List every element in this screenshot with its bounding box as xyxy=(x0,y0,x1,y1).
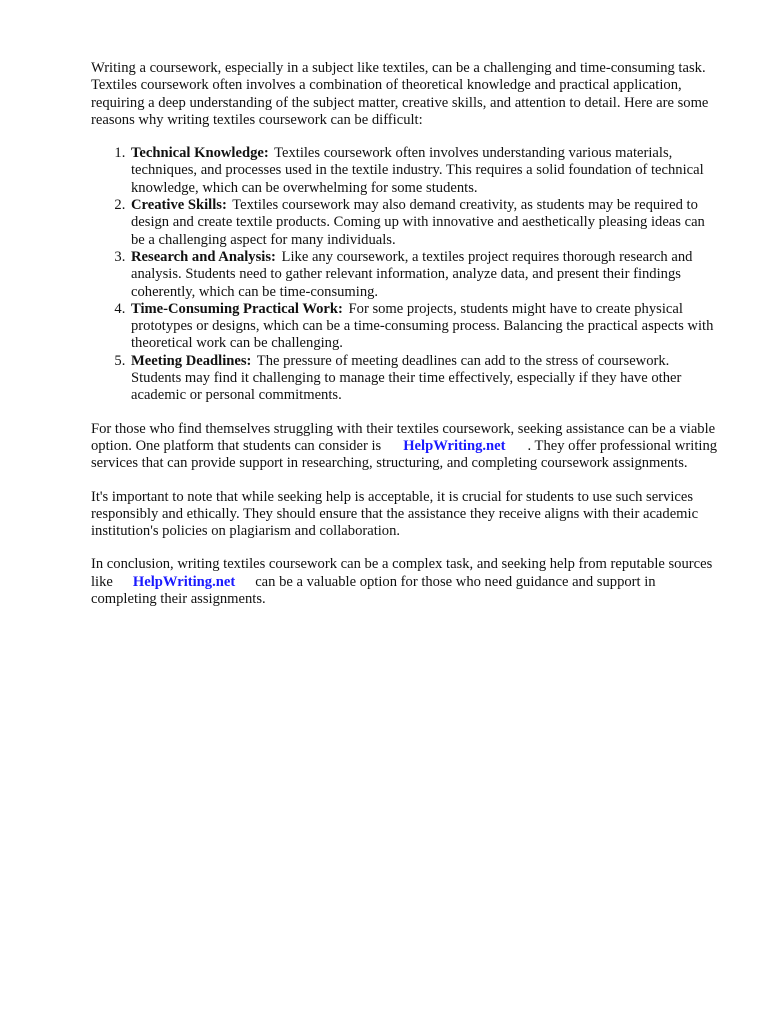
reasons-list xyxy=(91,145,721,404)
list-item-text: Like any coursework, a textiles project requires thorough research and analysis. Students need to gather relevant information, analyze data, and present their findings coherently, which can be time-consuming. xyxy=(131,248,693,300)
list-item-text: The pressure of meeting deadlines can add to the stress of coursework. Students may find it challenging to manage their time effectively, especially if they have other academic or personal commitments. xyxy=(131,352,682,404)
list-item-title: Creative Skills: xyxy=(131,197,227,214)
list-item xyxy=(129,301,721,353)
ethics-paragraph: It's important to note that while seeking help is acceptable, it is crucial for students to use such services responsibly and ethically. They should ensure that the assistance they receive aligns with their academic institution's policies on plagiarism and collaboration. xyxy=(91,488,699,540)
list-item-title: Time-Consuming Practical Work: xyxy=(131,300,343,317)
conclusion-text-after: can be a valuable option for those who need guidance and support in completing their assignments. xyxy=(91,573,656,608)
list-item-title: Meeting Deadlines: xyxy=(131,352,252,369)
assistance-paragraph xyxy=(91,421,721,473)
conclusion-paragraph xyxy=(91,556,721,608)
conclusion-text-before: In conclusion, writing textiles coursework can be a complex task, and seeking help from reputable sources like xyxy=(91,556,713,590)
helpwriting-link[interactable]: HelpWriting.net xyxy=(403,437,506,454)
list-item xyxy=(129,145,721,197)
list-item-text: For some projects, students might have to create physical prototypes or designs, which can be a time-consuming process. Balancing the practical aspects with theoretical work can be challenging. xyxy=(131,300,714,352)
list-item xyxy=(129,197,721,249)
list-item xyxy=(129,353,721,405)
helpwriting-link-conclusion[interactable]: HelpWriting.net xyxy=(132,573,236,590)
list-item-title: Technical Knowledge: xyxy=(131,145,269,162)
intro-paragraph: Writing a coursework, especially in a subject like textiles, can be a challenging and time-consuming task. Textiles coursework often involves a combination of theoretical knowledge and practical application, requiring a deep understanding of the subject matter, creative skills, and attention to detail. Here are some reasons why writing textiles coursework can be difficult: xyxy=(91,60,709,128)
document-page xyxy=(91,60,721,624)
list-item-title: Research and Analysis: xyxy=(131,248,276,265)
assistance-text-before: For those who find themselves struggling with their textiles coursework, seeking assistance can be a viable option. One platform that students can consider is xyxy=(91,420,716,454)
assistance-text-after: . They offer professional writing services that can provide support in researching, structuring, and completing coursework assignments. xyxy=(91,437,718,472)
list-item xyxy=(129,249,721,301)
list-item-text: Textiles coursework often involves understanding various materials, techniques, and processes used in the textile industry. This requires a solid foundation of technical knowledge, which can be overwhelming for some students. xyxy=(131,145,704,196)
list-item-text: Textiles coursework may also demand creativity, as students may be required to design and create textile products. Coming up with innovative and aesthetically pleasing ideas can be a challenging aspect for many individuals. xyxy=(131,197,705,248)
